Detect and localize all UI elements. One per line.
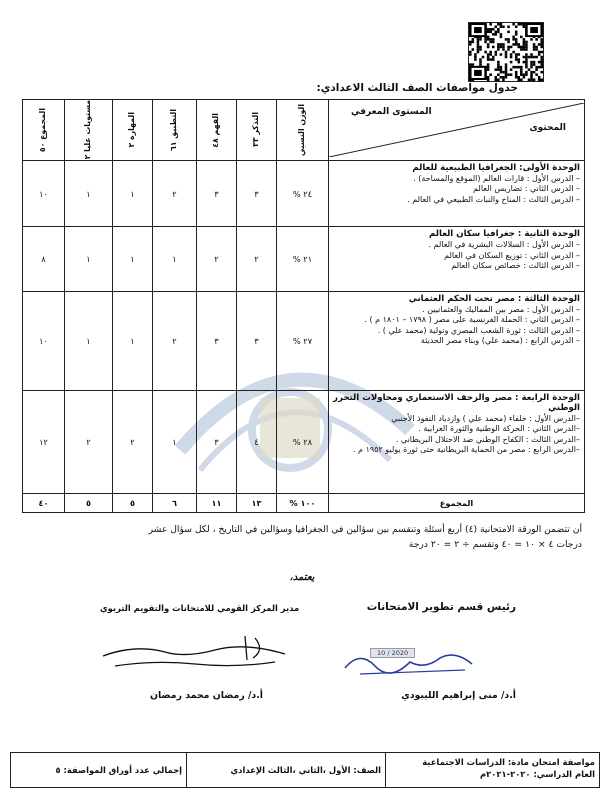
signatory-name: أ.د/ منى إبراهيم الليبودي <box>401 690 516 701</box>
total-value: ١٣ <box>237 493 277 512</box>
lesson-item: –الدرس الرابع : مصر من الحماية البريطانية حتى ثورة يوليو ١٩٥٢ م . <box>352 445 580 455</box>
column-header: المجموع ٥٠ <box>23 100 65 161</box>
total-weight: ١٠٠ % <box>277 493 329 512</box>
footer-subject: مواصفة امتحان مادة: الدراسات الاجتماعية <box>422 757 595 767</box>
value-cell: ٣ <box>197 292 237 391</box>
value-cell: ١ <box>65 292 113 391</box>
column-header: المهارة ٢ <box>113 100 153 161</box>
content-header: المحتوى <box>529 122 566 133</box>
total-cell: ١٠ <box>23 160 65 227</box>
unit-cell <box>329 160 585 227</box>
approval-label: يعتمد، <box>289 572 315 583</box>
column-header: التطبيق ٦١ <box>153 100 197 161</box>
value-cell: ٣ <box>237 292 277 391</box>
page-title: جدول مواصفات الصف الثالث الاعدادي: <box>316 82 518 94</box>
signatory-title: مدير المركز القومي للامتحانات والتقويم التربوي <box>100 603 300 613</box>
lesson-item: – الدرس الثاني : الحملة الفرنسية على مصر ( ١٧٩٨ – ١٨٠١ م ) . <box>364 315 580 325</box>
exam-note <box>17 522 582 552</box>
unit-title: الوحدة الثانية : جغرافيا سكان العالم <box>429 229 580 240</box>
value-cell: ٣ <box>237 160 277 227</box>
value-cell: ٣ <box>197 160 237 227</box>
value-cell: ١ <box>65 227 113 292</box>
unit-cell <box>329 390 585 493</box>
value-cell: ١ <box>113 160 153 227</box>
table-row <box>23 292 585 391</box>
footer-year: العام الدراسي: ٢٠٢٠-٢٠٢١م <box>480 769 595 779</box>
value-cell: ٢ <box>153 292 197 391</box>
signatory-name: أ.د/ رمضان محمد رمضان <box>150 690 263 701</box>
value-cell: ٤ <box>237 390 277 493</box>
note-line: درجات ٤ × ١٠ = ٤٠ وتقسم ÷ ٢ = ٢٠ درجة <box>408 539 582 550</box>
value-cell: ٢ <box>113 390 153 493</box>
value-cell: ١ <box>113 227 153 292</box>
value-cell: ٢ <box>153 160 197 227</box>
footer-pages: إجمالي عدد أوراق المواصفة: ٥ <box>55 765 182 775</box>
lesson-item: – الدرس الأول : السلالات البشرية في العالم . <box>428 240 580 250</box>
total-cell: ١٢ <box>23 390 65 493</box>
value-cell: ٢ <box>197 227 237 292</box>
total-label: المجموع <box>329 493 585 512</box>
weight-cell: ٢٨ % <box>277 390 329 493</box>
total-value: ٥ <box>65 493 113 512</box>
weight-cell: ٢٤ % <box>277 160 329 227</box>
weight-cell: ٢٧ % <box>277 292 329 391</box>
total-value: ٦ <box>153 493 197 512</box>
total-value: ١١ <box>197 493 237 512</box>
lesson-item: – الدرس الثاني : تضاريس العالم <box>473 184 580 194</box>
unit-cell <box>329 227 585 292</box>
lesson-item: – الدرس الثالث : المناخ والنبات الطبيعي في العالم . <box>407 194 580 204</box>
value-cell: ٢ <box>237 227 277 292</box>
lesson-item: –الدرس الأول : خلفاء (محمد علي ) وازدياد النفوذ الأجنبي <box>391 413 580 423</box>
lesson-item: – الدرس الرابع : (محمد علي) وبناء مصر الحديثة <box>420 336 580 346</box>
signature-icon <box>340 640 480 680</box>
lesson-item: –الدرس الثاني : الحركة الوطنية والثورة العرابية . <box>418 424 580 434</box>
value-cell: ١ <box>153 227 197 292</box>
total-row <box>23 493 585 512</box>
value-cell: ١ <box>65 160 113 227</box>
lesson-item: – الدرس الأول : قارات العالم (الموقع والمساحة) . <box>413 173 580 183</box>
column-header: الفهم ٤٨ <box>197 100 237 161</box>
qr-code-icon <box>468 22 544 82</box>
table-row <box>23 160 585 227</box>
table-row <box>23 227 585 292</box>
total-value: ٤٠ <box>23 493 65 512</box>
lesson-item: – الدرس الثالث : خصائص سكان العالم <box>451 261 580 271</box>
total-cell: ١٠ <box>23 292 65 391</box>
stamp-date: 10 / 2020 <box>370 648 415 658</box>
footer-grade: الصف: الأول ،الثاني ،الثالث الإعدادي <box>186 753 385 787</box>
knowledge-level-header: المستوى المعرفي <box>351 106 432 117</box>
value-cell: ١ <box>153 390 197 493</box>
content-header-cell <box>329 100 585 161</box>
signature-icon <box>95 630 295 675</box>
specification-table <box>22 99 584 513</box>
lesson-item: –الدرس الثالث : الكفاح الوطني ضد الاحتلال البريطاني . <box>395 434 580 444</box>
weight-cell: ٢١ % <box>277 227 329 292</box>
total-value: ٥ <box>113 493 153 512</box>
column-header: الوزن النسبي <box>277 100 329 161</box>
unit-cell <box>329 292 585 391</box>
lesson-item: – الدرس الأول : مصر بين المماليك والعثمانيين . <box>422 305 580 315</box>
lesson-item: – الدرس الثالث : ثورة الشعب المصري وتولية (محمد علي ) . <box>377 325 580 335</box>
total-cell: ٨ <box>23 227 65 292</box>
signatory-title: رئيس قسم تطوير الامتحانات <box>366 601 516 613</box>
value-cell: ٣ <box>197 390 237 493</box>
lesson-item: – الدرس الثاني : توزيع السكان في العالم <box>444 250 580 260</box>
document-footer <box>10 752 600 788</box>
unit-title: الوحدة الرابعة : مصر والزحف الاستعماري ومحاولات التحرر الوطني <box>333 392 580 413</box>
unit-title: الوحدة الأولى: الجغرافيا الطبيعية للعالم <box>412 162 580 173</box>
value-cell: ٢ <box>65 390 113 493</box>
table-row <box>23 390 585 493</box>
unit-title: الوحدة الثالثة : مصر تحت الحكم العثماني <box>408 294 580 305</box>
value-cell: ١ <box>113 292 153 391</box>
column-header: مستويات عليا ٢ <box>65 100 113 161</box>
column-header: التذكر ٣٣ <box>237 100 277 161</box>
note-line: أن تتضمن الورقة الامتحانية (٤) أربع أسئلة وتنقسم بين سؤالين في الجغرافيا وسؤالين في التاريخ ، لكل سؤال عشر <box>148 524 582 535</box>
footer-subject-cell <box>385 753 599 787</box>
